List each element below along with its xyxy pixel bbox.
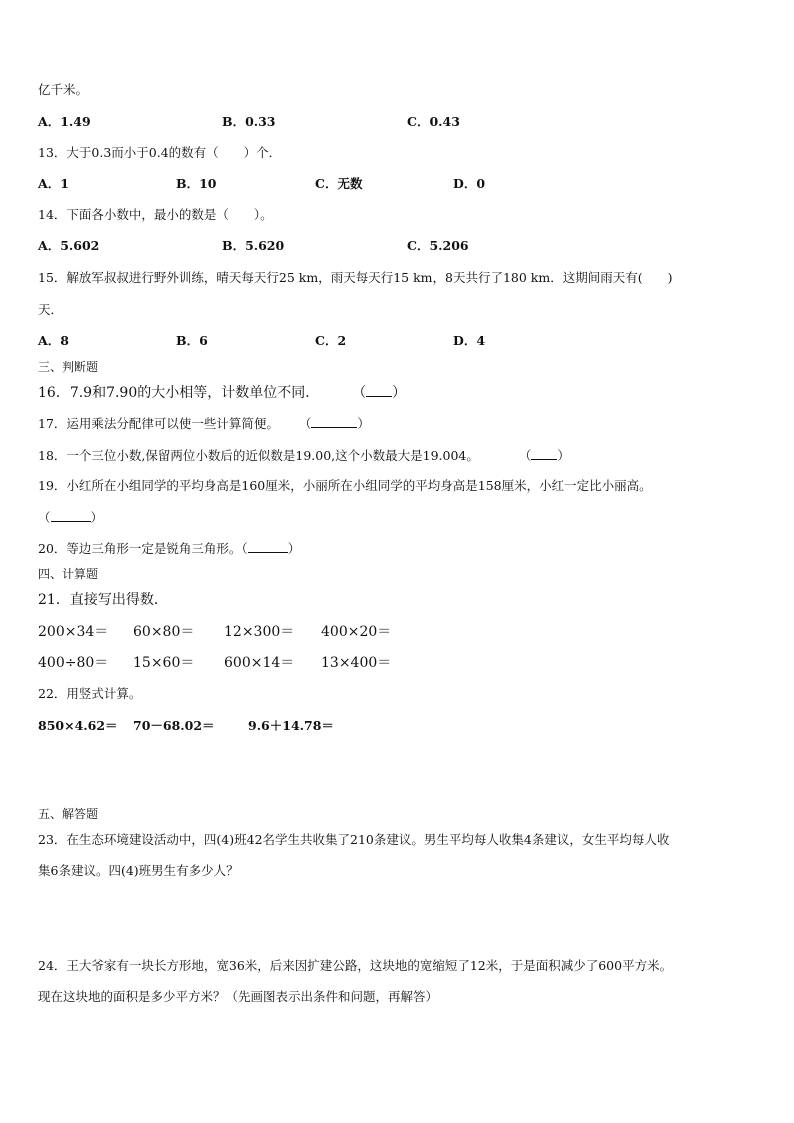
question-24: 24．王大爷家有一块长方形地，宽36米，后来因扩建公路，这块地的宽缩短了12米，于是面积减少了600平方米。: [38, 958, 673, 973]
question-17: [38, 415, 370, 432]
question-17-text: 17．运用乘法分配律可以使一些计算简便。: [38, 416, 279, 431]
answer-blank-17[interactable]: [311, 415, 357, 428]
calc-22-item: 70－68.02＝: [133, 718, 215, 733]
calc-21-item: 400×20＝: [321, 624, 392, 640]
q13-option-b[interactable]: B．10: [176, 176, 217, 191]
question-18: [38, 447, 570, 464]
section-heading-calculation: 四、计算题: [38, 567, 99, 581]
q15-option-b[interactable]: B．6: [176, 333, 208, 348]
q13-option-d[interactable]: D．0: [453, 176, 486, 191]
question-19: 19．小红所在小组同学的平均身高是160厘米，小丽所在小组同学的平均身高是158厘米，小红一定比小丽高。: [38, 478, 652, 493]
close-bracket: ）: [392, 385, 407, 401]
question-20: [38, 540, 300, 557]
q12-option-b[interactable]: B．0.33: [222, 114, 276, 129]
answer-blank-16[interactable]: [366, 384, 392, 397]
calc-21-item: 600×14＝: [224, 655, 295, 671]
question-15: 15．解放军叔叔进行野外训练，晴天每天行25 km，雨天每天行15 km，8天共行了180 km．这期间雨天有( ): [38, 270, 673, 285]
q12-option-a[interactable]: A．1.49: [38, 114, 91, 129]
answer-blank-19[interactable]: [51, 509, 91, 522]
question-16-text: 16．7.9和7.90的大小相等，计数单位不同．: [38, 385, 320, 401]
open-bracket: （: [518, 448, 532, 463]
q14-option-a[interactable]: A．5.602: [38, 238, 100, 253]
calc-21-item: 13×400＝: [321, 655, 392, 671]
answer-blank-20[interactable]: [248, 540, 288, 553]
question-21: 21．直接写出得数．: [38, 592, 168, 608]
close-bracket: ）: [557, 448, 570, 463]
question-23: 23．在生态环境建设活动中，四(4)班42名学生共收集了210条建议。男生平均每人收集4条建议，女生平均每人收: [38, 832, 670, 847]
question-19-answer: [38, 509, 103, 526]
q12-stem-tail: 亿千米。: [38, 82, 89, 97]
q12-option-c[interactable]: C．0.43: [407, 114, 460, 129]
question-18-text: 18．一个三位小数,保留两位小数后的近似数是19.00,这个小数最大是19.004。: [38, 448, 479, 463]
question-24-continued: 现在这块地的面积是多少平方米？（先画图表示出条件和问题，再解答）: [38, 989, 439, 1004]
question-13: 13．大于0.3而小于0.4的数有（ ）个．: [38, 145, 282, 160]
q14-option-b[interactable]: B．5.620: [222, 238, 285, 253]
close-bracket: ）: [90, 510, 104, 525]
q13-option-c[interactable]: C．无数: [315, 176, 363, 191]
calc-21-item: 200×34＝: [38, 624, 109, 640]
calc-22-item: 850×4.62＝: [38, 718, 118, 733]
open-bracket: （: [241, 541, 248, 556]
question-23-continued: 集6条建议。四(4)班男生有多少人？: [38, 863, 239, 878]
calc-21-item: 60×80＝: [133, 624, 195, 640]
question-16: [38, 384, 406, 401]
section-heading-judgement: 三、判断题: [38, 360, 99, 374]
question-20-text: 20．等边三角形一定是锐角三角形。: [38, 541, 242, 556]
close-bracket: ）: [287, 541, 301, 556]
open-bracket: （: [38, 510, 51, 525]
q15-option-a[interactable]: A．8: [38, 333, 69, 348]
answer-blank-18[interactable]: [531, 447, 557, 460]
calc-22-item: 9.6＋14.78＝: [248, 718, 334, 733]
q14-option-c[interactable]: C．5.206: [407, 238, 469, 253]
calc-21-item: 12×300＝: [224, 624, 295, 640]
q15-option-c[interactable]: C．2: [315, 333, 347, 348]
close-bracket: ）: [357, 416, 370, 431]
q13-option-a[interactable]: A．1: [38, 176, 69, 191]
open-bracket: （: [352, 385, 367, 401]
q15-option-d[interactable]: D．4: [453, 333, 486, 348]
question-22: 22．用竖式计算。: [38, 686, 142, 701]
calc-21-item: 400÷80＝: [38, 655, 109, 671]
question-14: 14．下面各小数中，最小的数是（ ）。: [38, 207, 273, 222]
section-heading-solve: 五、解答题: [38, 807, 99, 821]
open-bracket: （: [298, 416, 312, 431]
question-15-continued: 天．: [38, 302, 64, 317]
calc-21-item: 15×60＝: [133, 655, 195, 671]
